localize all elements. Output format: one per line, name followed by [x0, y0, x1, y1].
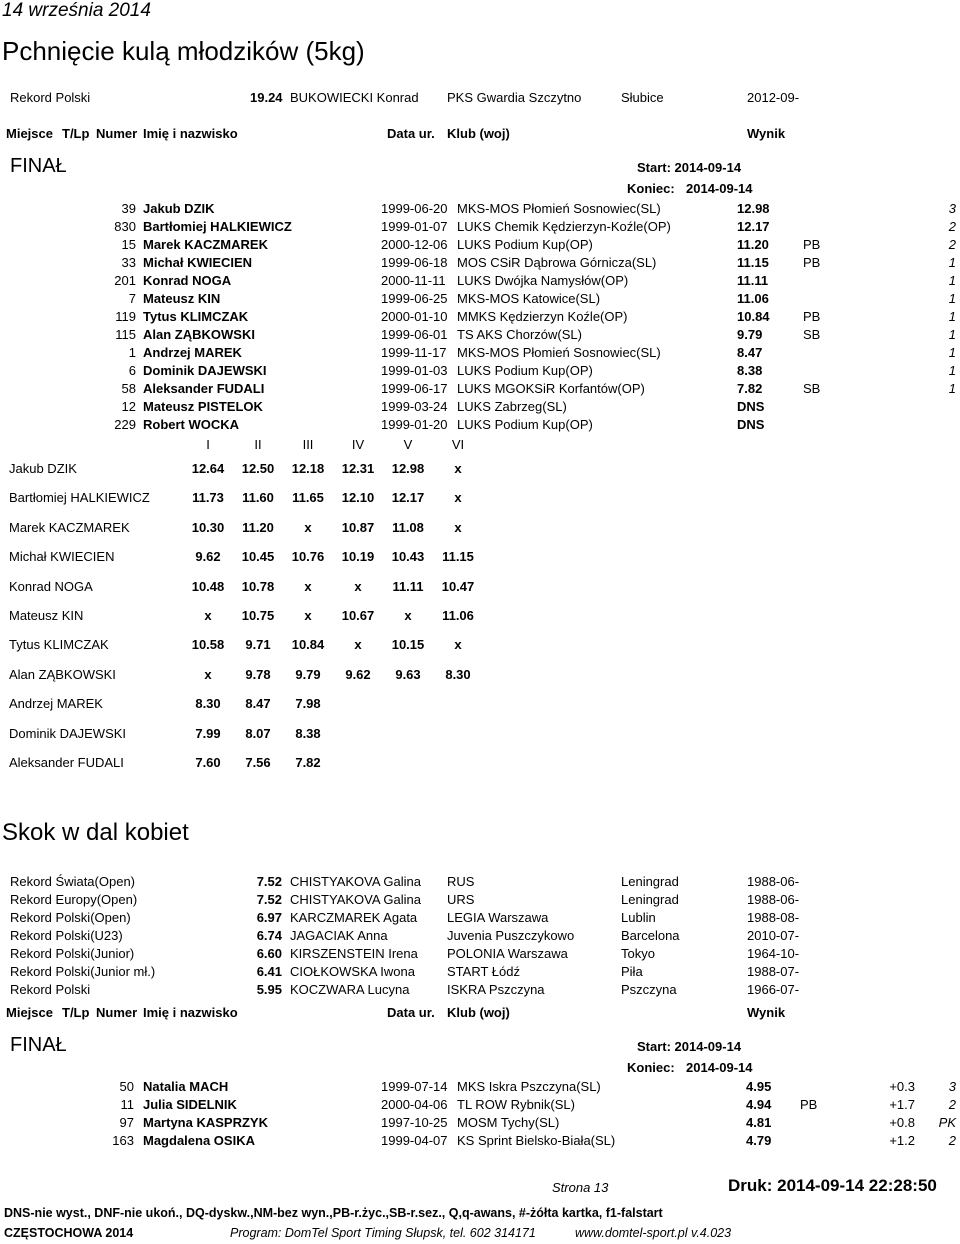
attempt-value: 10.43	[391, 549, 425, 565]
attempt-value: 11.60	[242, 490, 274, 506]
record-value: 7.52	[256, 874, 282, 889]
record-value: 6.97	[256, 910, 282, 925]
athlete-club: LUKS MGOKSiR Korfantów(OP)	[457, 381, 645, 396]
record-date: 1988-07-	[747, 964, 800, 979]
attempt-value: 9.62	[345, 666, 371, 682]
attempt-athlete-name: Alan ZĄBKOWSKI	[9, 666, 116, 682]
class-value: 1	[948, 381, 956, 396]
attempt-value: 11.06	[442, 608, 474, 623]
attempt-value: 10.47	[441, 578, 475, 594]
attempt-value: 12.18	[291, 461, 325, 476]
record-value: 6.74	[256, 928, 282, 943]
attempt-athlete-name: Konrad NOGA	[9, 578, 93, 594]
record-club: POLONIA Warszawa	[447, 946, 568, 961]
athlete-club: LUKS Zabrzeg(SL)	[457, 399, 567, 414]
athlete-name: Robert WOCKA	[143, 417, 240, 432]
bib-number: 39	[121, 201, 136, 216]
attempt-athlete-name: Tytus KLIMCZAK	[9, 637, 109, 653]
bib-number: 163	[112, 1133, 134, 1148]
col-tlp: T/Lp	[62, 126, 90, 141]
athlete-club: KS Sprint Bielsko-Biała(SL)	[457, 1133, 616, 1148]
birth-date: 2000-01-10	[381, 309, 448, 324]
attempt-header: V	[403, 437, 413, 452]
end-date-shot: 2014-09-14	[686, 181, 753, 196]
attempt-value: x	[204, 608, 212, 623]
athlete-name: Marek KACZMAREK	[143, 237, 268, 252]
end-label-jump: Koniec:	[627, 1060, 675, 1075]
record-club: URS	[447, 892, 475, 907]
athlete-club: MKS-MOS Katowice(SL)	[457, 291, 601, 306]
final-label-shot: FINAŁ	[10, 155, 67, 177]
bib-number: 11	[120, 1097, 134, 1112]
col-tlp: T/Lp	[62, 1005, 90, 1020]
record-label: Rekord Polski(Junior mł.)	[10, 964, 156, 979]
attempt-value: x	[354, 578, 362, 594]
bib-number: 7	[128, 291, 136, 306]
attempt-athlete-name: Bartłomiej HALKIEWICZ	[9, 490, 150, 506]
attempt-value: 11.11	[392, 578, 424, 594]
bib-number: 58	[121, 381, 136, 396]
class-value: 2	[948, 1097, 956, 1112]
record-value: 5.95	[256, 982, 282, 997]
result-value: 4.79	[746, 1133, 772, 1148]
record-date: 1988-08-	[747, 910, 800, 925]
record-holder: CHISTYAKOVA Galina	[290, 892, 422, 907]
col-club: Klub (woj)	[447, 1005, 510, 1020]
athlete-name: Jakub DZIK	[143, 201, 215, 216]
result-value: 11.20	[737, 237, 769, 252]
record-date: 2010-07-	[747, 928, 800, 943]
athlete-name: Julia SIDELNIK	[143, 1097, 237, 1112]
athlete-name: Michał KWIECIEN	[143, 255, 253, 270]
attempt-value: 10.67	[341, 608, 375, 623]
athlete-name: Andrzej MAREK	[143, 345, 242, 360]
attempt-value: 12.17	[391, 490, 425, 506]
result-value: 4.81	[746, 1115, 772, 1130]
record-place: Słubice	[621, 90, 664, 105]
bib-number: 229	[114, 417, 136, 432]
athlete-name: Mateusz KIN	[143, 291, 221, 306]
print-timestamp: Druk: 2014-09-14 22:28:50	[728, 1176, 937, 1195]
birth-date: 1999-06-01	[381, 327, 448, 342]
birth-date: 1999-01-03	[381, 363, 448, 378]
attempt-athlete-name: Marek KACZMAREK	[9, 519, 130, 535]
attempt-value: 8.07	[245, 725, 271, 741]
birth-date: 1999-07-14	[381, 1079, 448, 1094]
document-date: 14 września 2014	[2, 0, 151, 21]
birth-date: 1999-11-17	[381, 345, 447, 360]
record-club: PKS Gwardia Szczytno	[447, 90, 582, 105]
birth-date: 1999-06-25	[381, 291, 448, 306]
record-holder: KOCZWARA Lucyna	[290, 982, 410, 997]
athlete-club: MOSM Tychy(SL)	[457, 1115, 560, 1130]
attempt-value: x	[454, 519, 462, 535]
record-holder: BUKOWIECKI Konrad	[290, 90, 419, 105]
record-holder: CHISTYAKOVA Galina	[290, 874, 422, 889]
attempt-value: 11.73	[192, 490, 224, 506]
attempt-value: 12.31	[341, 461, 375, 476]
attempt-value: 7.82	[295, 755, 321, 770]
record-value: 6.41	[256, 964, 282, 979]
result-value: DNS	[737, 417, 765, 432]
attempt-value: x	[354, 637, 362, 653]
attempt-value: x	[454, 461, 462, 476]
attempt-athlete-name: Andrzej MAREK	[9, 696, 103, 712]
footer-city: CZĘSTOCHOWA 2014	[4, 1226, 134, 1240]
attempt-header: VI	[451, 437, 465, 452]
attempt-value: 7.99	[195, 725, 221, 741]
footer-site: www.domtel-sport.pl v.4.023	[575, 1226, 732, 1240]
col-dob: Data ur.	[387, 1005, 435, 1020]
athlete-name: Bartłomiej HALKIEWICZ	[143, 219, 292, 234]
record-date: 2012-09-	[747, 90, 800, 105]
result-value: DNS	[737, 399, 765, 414]
attempt-value: 10.87	[341, 519, 375, 535]
birth-date: 1997-10-25	[381, 1115, 448, 1130]
record-place: Leningrad	[621, 892, 679, 907]
birth-date: 1999-04-07	[381, 1133, 448, 1148]
result-value: 11.15	[737, 255, 769, 270]
attempt-athlete-name: Mateusz KIN	[9, 608, 84, 623]
attempt-value: x	[304, 608, 312, 623]
athlete-club: MKS-MOS Płomień Sosnowiec(SL)	[457, 345, 661, 360]
col-result: Wynik	[747, 126, 786, 141]
end-label-shot: Koniec:	[627, 181, 675, 196]
result-value: 11.11	[737, 273, 769, 288]
attempt-value: 8.38	[295, 725, 321, 741]
attempt-value: 11.08	[392, 519, 424, 535]
record-place: Lublin	[621, 910, 656, 925]
birth-date: 2000-12-06	[381, 237, 448, 252]
record-place: Leningrad	[621, 874, 679, 889]
attempt-value: 11.65	[292, 490, 324, 506]
attempt-header: I	[206, 437, 210, 452]
class-value: 3	[948, 201, 956, 216]
attempt-value: x	[304, 578, 312, 594]
birth-date: 1999-03-24	[381, 399, 448, 414]
attempt-value: 10.78	[241, 578, 275, 594]
attempt-value: 11.20	[242, 519, 274, 535]
record-place: Barcelona	[621, 928, 680, 943]
wind-value: +1.7	[889, 1097, 915, 1112]
wind-value: +1.2	[889, 1133, 915, 1148]
col-numer: Numer	[96, 1005, 138, 1020]
attempt-value: x	[204, 666, 212, 682]
bib-number: 6	[128, 363, 136, 378]
record-note: PB	[803, 237, 821, 252]
record-note: PB	[800, 1097, 818, 1112]
record-label: Rekord Polski(Junior)	[10, 946, 135, 961]
record-date: 1966-07-	[747, 982, 800, 997]
col-name: Imię i nazwisko	[143, 126, 238, 141]
attempt-value: 10.30	[191, 519, 225, 535]
athlete-name: Natalia MACH	[143, 1079, 229, 1094]
start-date-jump: Start: 2014-09-14	[637, 1039, 742, 1054]
attempt-value: 7.60	[195, 755, 221, 770]
athlete-club: MOS CSiR Dąbrowa Górnicza(SL)	[457, 255, 657, 270]
attempt-value: 8.47	[245, 696, 271, 712]
class-value: 1	[948, 309, 956, 324]
class-value: 2	[948, 237, 956, 252]
record-note: SB	[803, 381, 821, 396]
athlete-club: TL ROW Rybnik(SL)	[457, 1097, 575, 1112]
final-label-jump: FINAŁ	[10, 1034, 67, 1056]
attempt-value: 7.98	[295, 696, 321, 712]
attempt-value: 10.15	[391, 637, 425, 653]
record-date: 1988-06-	[747, 892, 800, 907]
attempt-value: x	[454, 637, 462, 653]
record-club: RUS	[447, 874, 475, 889]
birth-date: 2000-11-11	[381, 273, 446, 288]
record-club: ISKRA Pszczyna	[447, 982, 545, 997]
record-holder: JAGACIAK Anna	[290, 928, 388, 943]
attempt-value: 9.62	[195, 549, 221, 565]
attempt-value: 8.30	[445, 666, 471, 682]
bib-number: 50	[119, 1079, 134, 1094]
athlete-club: LUKS Podium Kup(OP)	[457, 417, 593, 432]
birth-date: 1999-06-20	[381, 201, 448, 216]
col-result: Wynik	[747, 1005, 786, 1020]
col-miejsce: Miejsce	[6, 126, 53, 141]
bib-number: 119	[115, 309, 136, 324]
result-value: 12.98	[737, 201, 770, 216]
attempt-value: 11.15	[442, 549, 474, 565]
athlete-name: Alan ZĄBKOWSKI	[143, 327, 255, 342]
record-holder: KARCZMAREK Agata	[290, 910, 418, 925]
record-note: PB	[803, 309, 821, 324]
athlete-name: Magdalena OSIKA	[143, 1133, 255, 1148]
birth-date: 1999-06-17	[381, 381, 448, 396]
athlete-club: MMKS Kędzierzyn Koźle(OP)	[457, 309, 628, 324]
bib-number: 97	[119, 1115, 134, 1130]
record-club: LEGIA Warszawa	[447, 910, 549, 925]
attempt-value: 9.71	[245, 637, 271, 653]
record-label: Rekord Polski	[10, 982, 91, 997]
result-value: 7.82	[737, 381, 763, 396]
attempt-header: II	[254, 437, 262, 452]
attempt-header: III	[302, 437, 314, 452]
attempt-value: 10.84	[291, 637, 325, 653]
athlete-club: MKS-MOS Płomień Sosnowiec(SL)	[457, 201, 661, 216]
record-holder: CIOŁKOWSKA Iwona	[290, 964, 415, 979]
athlete-name: Tytus KLIMCZAK	[143, 309, 249, 324]
result-value: 11.06	[737, 291, 769, 306]
col-miejsce: Miejsce	[6, 1005, 53, 1020]
bib-number: 201	[114, 273, 136, 288]
attempt-athlete-name: Michał KWIECIEN	[9, 549, 115, 565]
record-holder: KIRSZENSTEIN Irena	[290, 946, 418, 961]
col-name: Imię i nazwisko	[143, 1005, 238, 1020]
col-numer: Numer	[96, 126, 138, 141]
result-value: 8.47	[737, 345, 763, 360]
attempt-athlete-name: Jakub DZIK	[9, 461, 77, 476]
record-club: START Łódź	[447, 964, 520, 979]
result-value: 4.94	[746, 1097, 772, 1112]
footer-program: Program: DomTel Sport Timing Słupsk, tel. 602 314171	[230, 1226, 536, 1240]
col-dob: Data ur.	[387, 126, 435, 141]
athlete-club: LUKS Dwójka Namysłów(OP)	[457, 273, 629, 288]
class-value: 1	[948, 291, 956, 306]
athlete-club: LUKS Chemik Kędzierzyn-Koźle(OP)	[457, 219, 671, 234]
athlete-name: Aleksander FUDALI	[143, 381, 265, 396]
record-value: 7.52	[256, 892, 282, 907]
wind-value: +0.8	[889, 1115, 915, 1130]
athlete-name: Konrad NOGA	[143, 273, 232, 288]
bib-number: 12	[121, 399, 136, 414]
record-note: SB	[803, 327, 821, 342]
athlete-name: Martyna KASPRZYK	[143, 1115, 268, 1130]
start-date-shot: Start: 2014-09-14	[637, 160, 742, 175]
col-club: Klub (woj)	[447, 126, 510, 141]
athlete-club: MKS Iskra Pszczyna(SL)	[457, 1079, 601, 1094]
attempt-value: 12.98	[391, 461, 425, 476]
class-value: 1	[948, 255, 956, 270]
attempt-value: x	[304, 519, 312, 535]
athlete-name: Mateusz PISTELOK	[143, 399, 263, 414]
end-date-jump: 2014-09-14	[686, 1060, 753, 1075]
attempt-header: IV	[351, 437, 365, 452]
attempt-value: 9.79	[295, 666, 321, 682]
attempt-value: 10.19	[341, 549, 375, 565]
record-note: PB	[803, 255, 821, 270]
attempt-athlete-name: Dominik DAJEWSKI	[9, 725, 127, 741]
result-value: 12.17	[737, 219, 770, 234]
record-date: 1988-06-	[747, 874, 800, 889]
birth-date: 1999-01-20	[381, 417, 448, 432]
attempt-value: 10.45	[241, 549, 275, 565]
wind-value: +0.3	[889, 1079, 915, 1094]
attempt-value: 10.58	[191, 637, 225, 653]
record-label: Rekord Europy(Open)	[10, 892, 138, 907]
record-label: Rekord Polski	[10, 90, 91, 105]
attempt-value: 9.78	[245, 666, 271, 682]
athlete-name: Dominik DAJEWSKI	[143, 363, 267, 378]
attempt-value: 8.30	[195, 696, 221, 712]
birth-date: 1999-01-07	[381, 219, 448, 234]
page-number: Strona 13	[552, 1180, 609, 1195]
bib-number: 115	[115, 327, 136, 342]
athlete-club: TS AKS Chorzów(SL)	[457, 327, 582, 342]
legend-text: DNS-nie wyst., DNF-nie ukoń., DQ-dyskw.,NM-bez wyn.,PB-r.życ.,SB-r.sez., Q,q-awans, #-żółta kartka, f1-falstart	[4, 1206, 663, 1220]
record-date: 1964-10-	[747, 946, 800, 961]
class-value: 2	[948, 1133, 956, 1148]
record-place: Pszczyna	[621, 982, 677, 997]
result-value: 10.84	[737, 309, 770, 324]
class-value: 1	[948, 327, 956, 342]
result-value: 9.79	[737, 327, 763, 342]
attempt-athlete-name: Aleksander FUDALI	[9, 755, 124, 770]
attempt-value: 12.10	[341, 490, 375, 506]
bib-number: 1	[128, 345, 136, 360]
record-label: Rekord Polski(Open)	[10, 910, 131, 925]
class-value: PK	[938, 1115, 956, 1130]
bib-number: 15	[121, 237, 136, 252]
birth-date: 2000-04-06	[381, 1097, 448, 1112]
class-value: 3	[948, 1079, 956, 1094]
class-value: 1	[948, 345, 956, 360]
result-value: 4.95	[746, 1079, 772, 1094]
athlete-club: LUKS Podium Kup(OP)	[457, 237, 593, 252]
record-label: Rekord Polski(U23)	[10, 928, 123, 943]
class-value: 2	[948, 219, 956, 234]
bib-number: 830	[114, 219, 136, 234]
attempt-value: 7.56	[245, 755, 271, 770]
attempt-value: 12.64	[191, 461, 225, 476]
record-place: Piła	[621, 964, 643, 979]
attempt-value: 10.48	[191, 578, 225, 594]
class-value: 1	[948, 273, 956, 288]
bib-number: 33	[121, 255, 136, 270]
event-title-long-jump: Skok w dal kobiet	[2, 819, 189, 846]
athlete-club: LUKS Podium Kup(OP)	[457, 363, 593, 378]
attempt-value: 10.76	[291, 549, 325, 565]
attempt-value: x	[454, 490, 462, 506]
record-label: Rekord Świata(Open)	[10, 874, 135, 889]
attempt-value: x	[404, 608, 412, 623]
event-title-shot-put: Pchnięcie kulą młodzików (5kg)	[2, 36, 365, 66]
attempt-value: 10.75	[241, 608, 275, 623]
record-place: Tokyo	[621, 946, 655, 961]
result-value: 8.38	[737, 363, 763, 378]
record-value: 19.24	[250, 90, 283, 105]
attempt-value: 12.50	[241, 461, 275, 476]
class-value: 1	[948, 363, 956, 378]
record-club: Juvenia Puszczykowo	[447, 928, 575, 943]
birth-date: 1999-06-18	[381, 255, 448, 270]
attempt-value: 9.63	[395, 666, 421, 682]
record-value: 6.60	[256, 946, 282, 961]
